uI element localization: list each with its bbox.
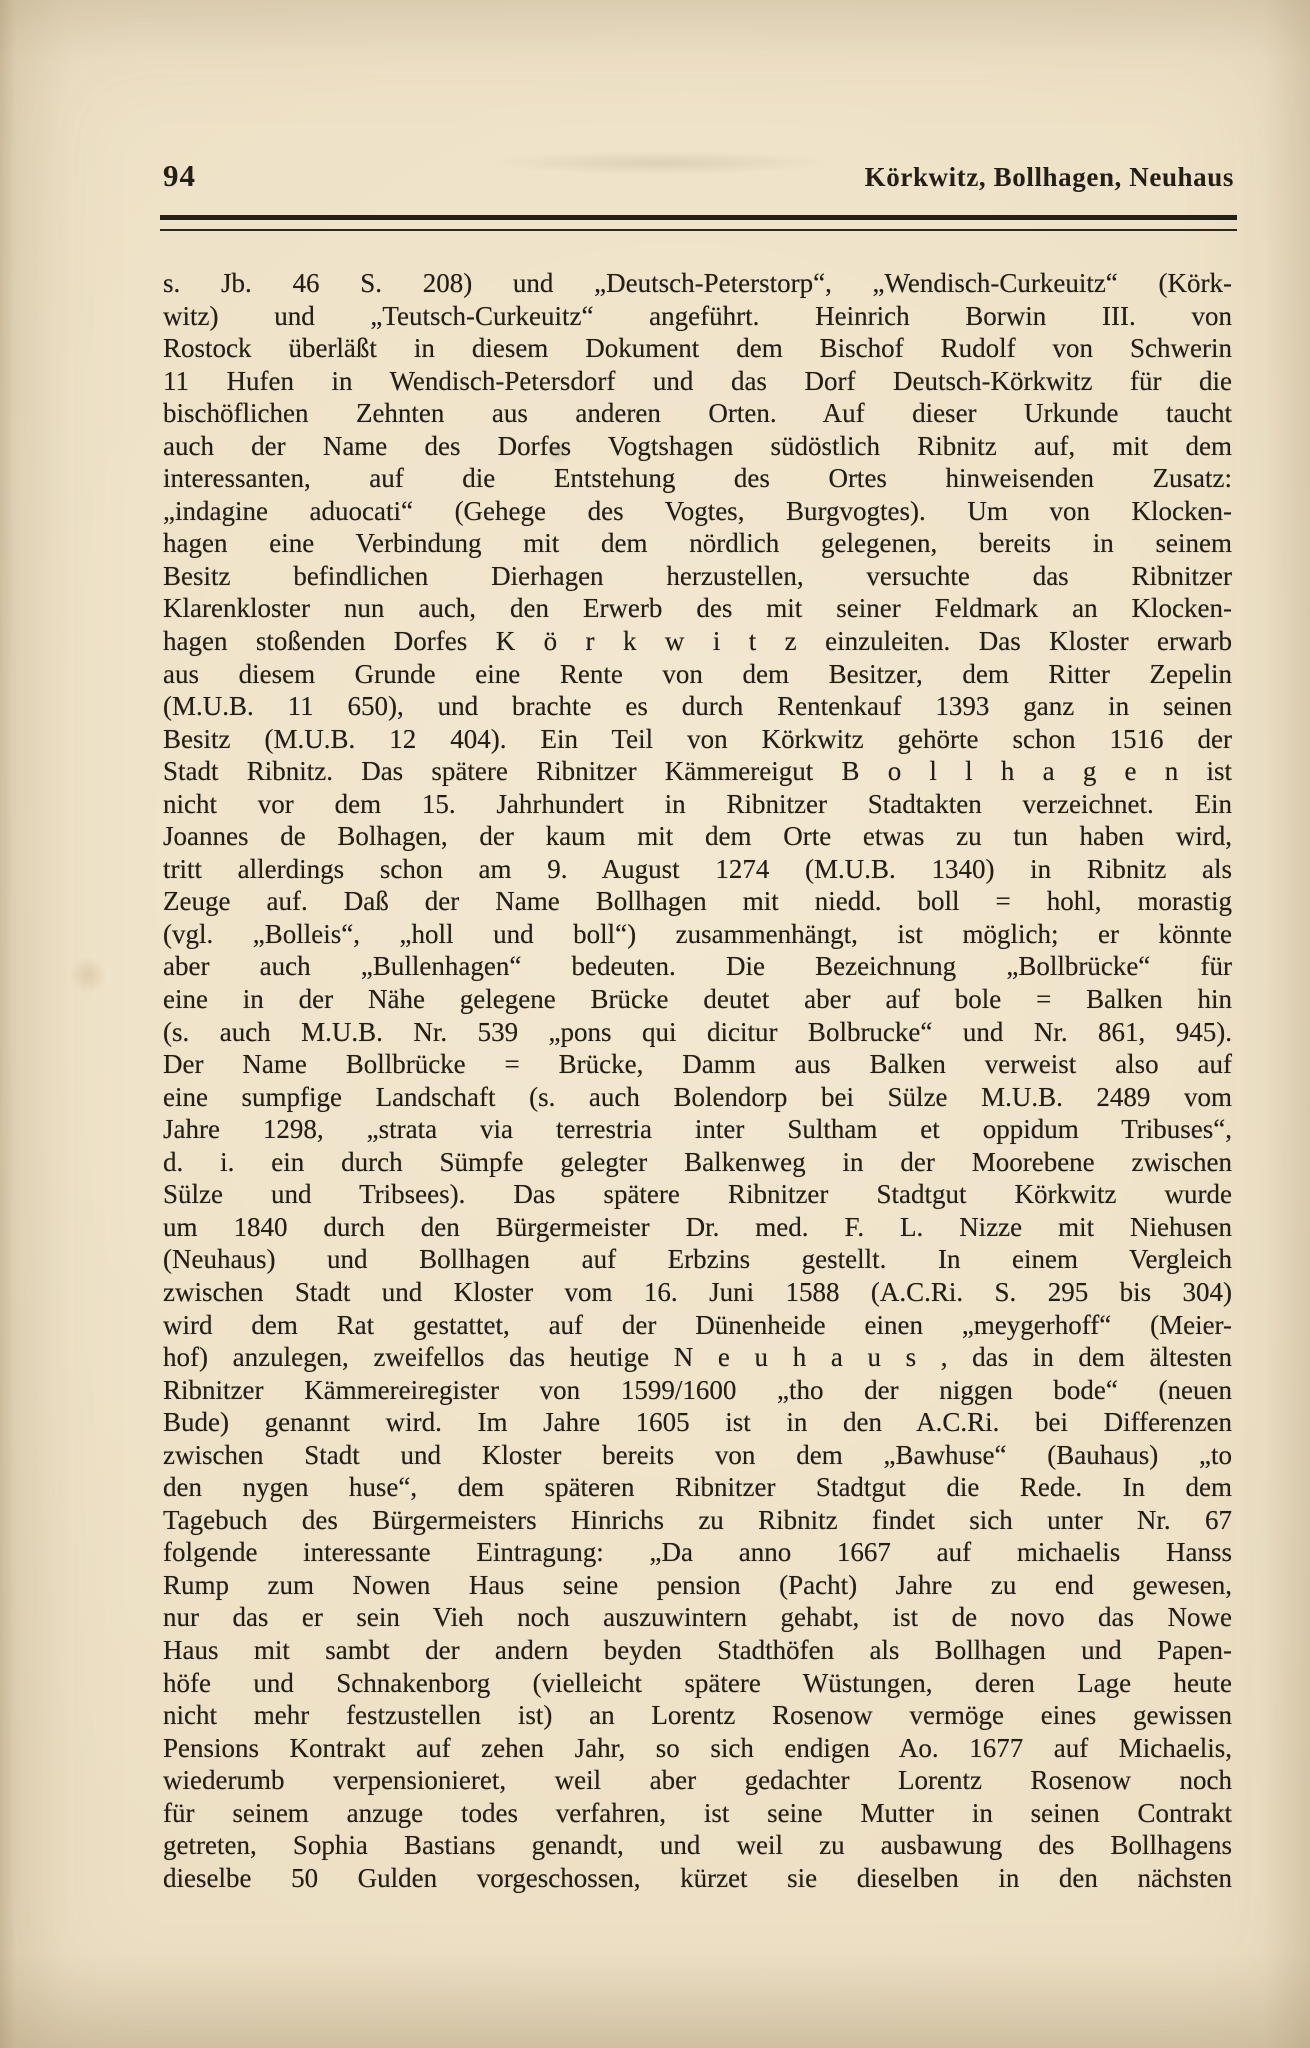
text-line: aber auch „Bullenhagen“ bedeuten. Die Bezeichnung „Bollbrücke“ für (163, 951, 1232, 982)
text-line: Klarenkloster nun auch, den Erwerb des mit seiner Feldmark an Klocken- (163, 593, 1232, 624)
text-line: Haus mit sambt der andern beyden Stadthöfen als Bollhagen und Papen- (163, 1634, 1232, 1665)
page-header (163, 158, 1234, 194)
text-line: wird dem Rat gestattet, auf der Dünenheide einen „meygerhoff“ (Meier- (163, 1309, 1232, 1340)
text-line: Joannes de Bolhagen, der kaum mit dem Orte etwas zu tun haben wird, (163, 821, 1232, 852)
text-line: Tagebuch des Bürgermeisters Hinrichs zu Ribnitz findet sich unter Nr. 67 (163, 1504, 1232, 1535)
text-line: Ribnitzer Kämmereiregister von 1599/1600 „tho der niggen bode“ (neuen (163, 1374, 1232, 1405)
text-line: bischöflichen Zehnten aus anderen Orten. Auf dieser Urkunde taucht (163, 398, 1232, 429)
text-line: (Neuhaus) und Bollhagen auf Erbzins gestellt. In einem Vergleich (163, 1244, 1232, 1275)
text-line: d. i. ein durch Sümpfe gelegter Balkenweg in der Moorebene zwischen (163, 1146, 1232, 1177)
text-line: Der Name Bollbrücke = Brücke, Damm aus Balken verweist also auf (163, 1049, 1232, 1080)
text-line: wiederumb verpensionieret, weil aber gedachter Lorentz Rosenow noch (163, 1765, 1232, 1796)
text-line: dieselbe 50 Gulden vorgeschossen, kürzet sie dieselben in den nächsten (163, 1862, 1232, 1893)
text-line: zwischen Stadt und Kloster bereits von dem „Bawhuse“ (Bauhaus) „to (163, 1439, 1232, 1470)
text-line: Zeuge auf. Daß der Name Bollhagen mit niedd. boll = hohl, morastig (163, 886, 1232, 917)
text-line: s. Jb. 46 S. 208) und „Deutsch-Peterstorp“, „Wendisch-Curkeuitz“ (Körk- (163, 268, 1232, 298)
text-line: hof) anzulegen, zweifellos das heutige N e u h a u s , das in dem ältesten (163, 1342, 1232, 1373)
text-line: (M.U.B. 11 650), und brachte es durch Rentenkauf 1393 ganz in seinen (163, 691, 1232, 722)
body-text (163, 267, 1232, 1894)
text-line: nur das er sein Vieh noch auszuwintern gehabt, ist de novo das Nowe (163, 1602, 1232, 1633)
text-line: um 1840 durch den Bürgermeister Dr. med. F. L. Nizze mit Niehusen (163, 1211, 1232, 1242)
text-line: nicht mehr festzustellen ist) an Lorentz Rosenow vermöge eines gewissen (163, 1700, 1232, 1731)
text-line: (vgl. „Bolleis“, „holl und boll“) zusammenhängt, ist möglich; er könnte (163, 918, 1232, 949)
text-line: Besitz befindlichen Dierhagen herzustellen, versuchte das Ribnitzer (163, 560, 1232, 591)
text-line: Sülze und Tribsees). Das spätere Ribnitzer Stadtgut Körkwitz wurde (163, 1179, 1232, 1210)
text-line: für seinem anzuge todes verfahren, ist seine Mutter in seinen Contrakt (163, 1797, 1232, 1828)
text-line: Rostock überläßt in diesem Dokument dem Bischof Rudolf von Schwerin (163, 333, 1232, 364)
text-line: „indagine aduocati“ (Gehege des Vogtes, Burgvogtes). Um von Klocken- (163, 495, 1232, 526)
text-line: (s. auch M.U.B. Nr. 539 „pons qui dicitur Bolbrucke“ und Nr. 861, 945). (163, 1016, 1232, 1047)
text-line: interessanten, auf die Entstehung des Ortes hinweisenden Zusatz: (163, 463, 1232, 494)
text-line: Jahre 1298, „strata via terrestria inter Sultham et oppidum Tribuses“, (163, 1114, 1232, 1145)
text-line: folgende interessante Eintragung: „Da anno 1667 auf michaelis Hanss (163, 1537, 1232, 1568)
text-line: getreten, Sophia Bastians genandt, und weil zu ausbawung des Bollhagens (163, 1830, 1232, 1861)
header-double-rule (160, 215, 1237, 231)
text-line: auch der Name des Dorfes Vogtshagen südöstlich Ribnitz auf, mit dem (163, 430, 1232, 461)
text-line: nicht vor dem 15. Jahrhundert in Ribnitzer Stadtakten verzeichnet. Ein (163, 788, 1232, 819)
text-line: hagen eine Verbindung mit dem nördlich gelegenen, bereits in seinem (163, 528, 1232, 559)
text-line: eine sumpfige Landschaft (s. auch Bolendorp bei Sülze M.U.B. 2489 vom (163, 1081, 1232, 1112)
text-line: Bude) genannt wird. Im Jahre 1605 ist in den A.C.Ri. bei Differenzen (163, 1407, 1232, 1438)
text-line: den nygen huse“, dem späteren Ribnitzer Stadtgut die Rede. In dem (163, 1472, 1232, 1503)
text-line: aus diesem Grunde eine Rente von dem Besitzer, dem Ritter Zepelin (163, 658, 1232, 689)
text-line: 11 Hufen in Wendisch-Petersdorf und das Dorf Deutsch-Körkwitz für die (163, 365, 1232, 396)
text-line: witz) und „Teutsch-Curkeuitz“ angeführt. Heinrich Borwin III. von (163, 300, 1232, 331)
text-line: hagen stoßenden Dorfes K ö r k w i t z einzuleiten. Das Kloster erwarb (163, 626, 1232, 657)
running-title: Körkwitz, Bollhagen, Neuhaus (864, 162, 1234, 192)
text-line: eine in der Nähe gelegene Brücke deutet aber auf bole = Balken hin (163, 984, 1232, 1015)
text-line: zwischen Stadt und Kloster vom 16. Juni 1588 (A.C.Ri. S. 295 bis 304) (163, 1276, 1232, 1307)
page-number: 94 (163, 158, 196, 193)
text-line: Stadt Ribnitz. Das spätere Ribnitzer Kämmereigut B o l l h a g e n ist (163, 756, 1232, 787)
text-line: Rump zum Nowen Haus seine pension (Pacht) Jahre zu end gewesen, (163, 1569, 1232, 1600)
text-line: tritt allerdings schon am 9. August 1274 (M.U.B. 1340) in Ribnitz als (163, 853, 1232, 884)
text-line: Besitz (M.U.B. 12 404). Ein Teil von Körkwitz gehörte schon 1516 der (163, 723, 1232, 754)
text-line: höfe und Schnakenborg (vielleicht spätere Wüstungen, deren Lage heute (163, 1667, 1232, 1698)
text-line: Pensions Kontrakt auf zehen Jahr, so sich endigen Ao. 1677 auf Michaelis, (163, 1732, 1232, 1763)
